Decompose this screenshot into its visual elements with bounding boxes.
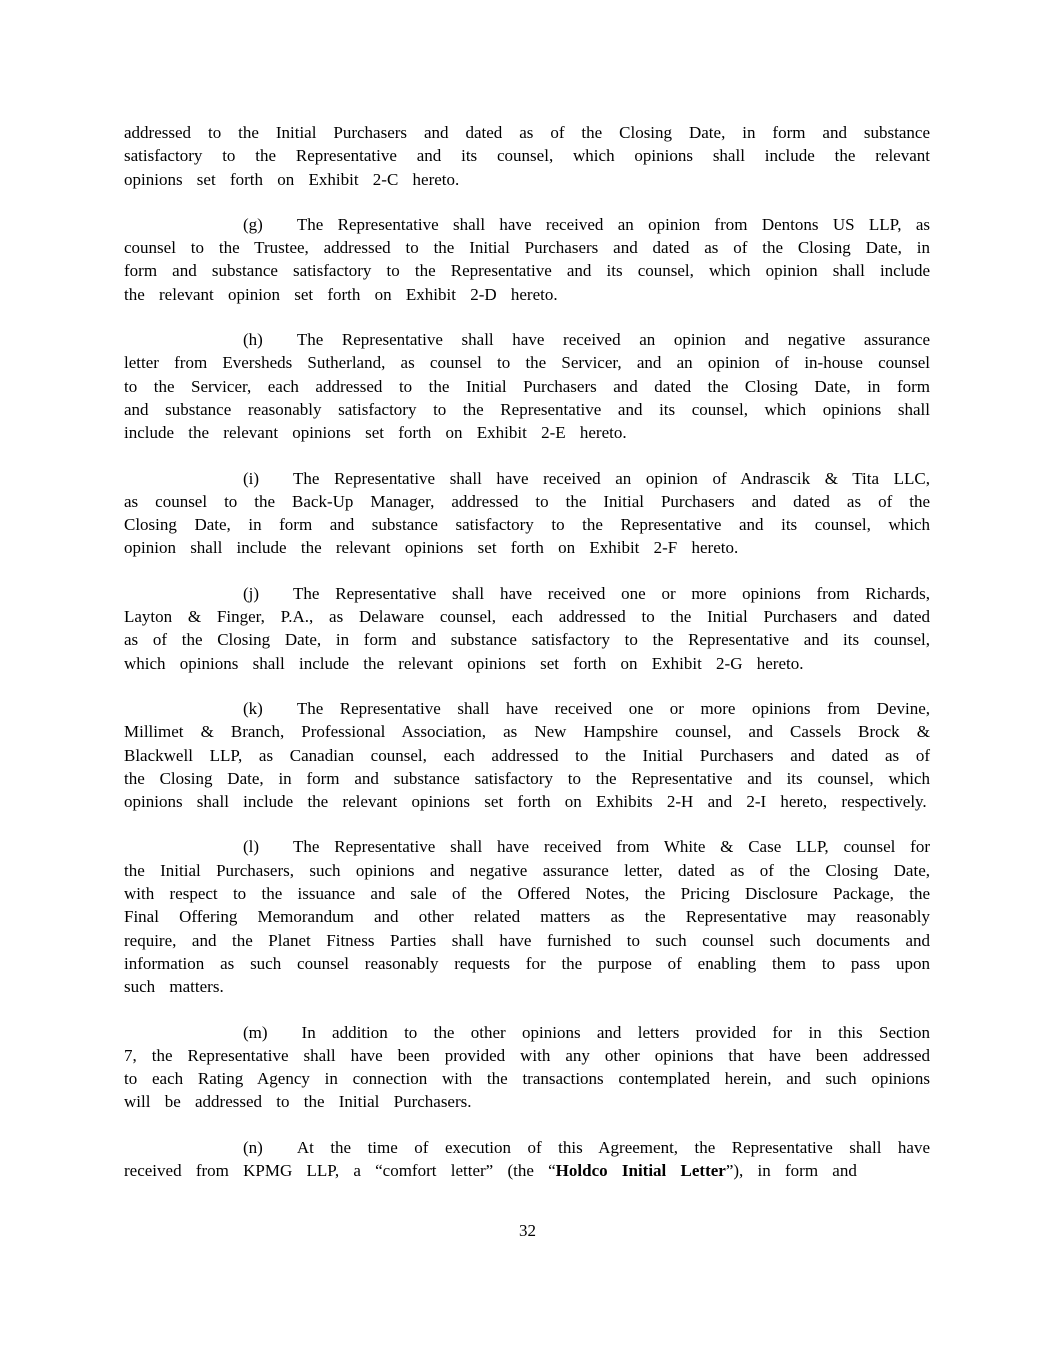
paragraph-g bbox=[124, 213, 930, 306]
paragraph-label: (l) bbox=[243, 837, 260, 857]
paragraph-k bbox=[124, 697, 930, 813]
paragraph-text: The Representative shall have received from White & Case LLP, counsel for the Initial Purchasers, such opinions and negative assurance letter, dated as of the Closing Date, with respect to the issuance and sale of the Offered Notes, the Pricing Disclosure Package, the Final Offering Memorandum and other related matters as the Representative may reasonably require, and the Planet Fitness Parties shall have furnished to such counsel such documents and information as such counsel reasonably requests for the purpose of enabling them to pass upon such matters. bbox=[124, 837, 930, 997]
paragraph-label: (h) bbox=[243, 330, 263, 350]
paragraph-j bbox=[124, 582, 930, 675]
paragraph-text: The Representative shall have received an opinion from Dentons US LLP, as counsel to the Trustee, addressed to the Initial Purchasers and dated as of the Closing Date, in form and substance satisfactory to the Representative and its counsel, which opinion shall include the relevant opinion set forth on Exhibit 2-D hereto. bbox=[124, 214, 930, 304]
paragraph-l bbox=[124, 835, 930, 998]
paragraph-label: (g) bbox=[243, 214, 263, 234]
document-body bbox=[124, 121, 930, 1204]
paragraph-i bbox=[124, 467, 930, 560]
paragraph-text: The Representative shall have received one or more opinions from Devine, Millimet & Branch, Professional Association, as New Hampshire counsel, and Cassels Brock & Blackwell LLP, as Canadian counsel, each addressed to the Initial Purchasers and dated as of the Closing Date, in form and substance satisfactory to the Representative and its counsel, which opinions shall include the relevant opinions set forth on Exhibits 2-H and 2-I hereto, respectively. bbox=[124, 698, 930, 812]
paragraph-continuation bbox=[124, 121, 930, 191]
page-number: 32 bbox=[519, 1221, 536, 1240]
paragraph-label: (j) bbox=[243, 583, 260, 603]
paragraph-text: The Representative shall have received an opinion of Andrascik & Tita LLC, as counsel to the Back-Up Manager, addressed to the Initial Purchasers and dated as of the Closing Date, in form and substance satisfactory to the Representative and its counsel, which opinion shall include the relevant opinions set forth on Exhibit 2-F hereto. bbox=[124, 468, 930, 558]
paragraph-text: At the time of execution of this Agreement, the Representative shall have received from KPMG LLP, a “comfort letter” (the “ bbox=[124, 1137, 930, 1180]
paragraph-n bbox=[124, 1136, 930, 1183]
paragraph-text: The Representative shall have received an opinion and negative assurance letter from Eversheds Sutherland, as counsel to the Servicer, and an opinion of in-house counsel to the Servicer, each addressed to the Initial Purchasers and dated the Closing Date, in form and substance reasonably satisfactory to the Representative and its counsel, which opinions shall include the relevant opinions set forth on Exhibit 2-E hereto. bbox=[124, 330, 930, 443]
paragraph-label: (m) bbox=[243, 1022, 268, 1042]
defined-term: Holdco Initial Letter bbox=[555, 1160, 726, 1180]
paragraph-text: In addition to the other opinions and letters provided for in this Section 7, the Representative shall have been provided with any other opinions that have been addressed to each Rating Agency in connection with the transactions contemplated herein, and such opinions will be addressed to the Initial Purchasers. bbox=[124, 1022, 930, 1112]
paragraph-m bbox=[124, 1021, 930, 1114]
paragraph-text: ”), in form and bbox=[725, 1160, 857, 1180]
page-footer bbox=[0, 1219, 1055, 1242]
paragraph-label: (i) bbox=[243, 468, 260, 488]
paragraph-h bbox=[124, 328, 930, 444]
paragraph-label: (n) bbox=[243, 1137, 263, 1157]
paragraph-text: addressed to the Initial Purchasers and dated as of the Closing Date, in form and substance satisfactory to the Representative and its counsel, which opinions shall include the relevant opinions set forth on Exhibit 2-C hereto. bbox=[124, 123, 930, 189]
paragraph-text: The Representative shall have received one or more opinions from Richards, Layton & Finger, P.A., as Delaware counsel, each addressed to the Initial Purchasers and dated as of the Closing Date, in form and substance satisfactory to the Representative and its counsel, which opinions shall include the relevant opinions set forth on Exhibit 2-G hereto. bbox=[124, 583, 930, 673]
paragraph-label: (k) bbox=[243, 698, 263, 718]
